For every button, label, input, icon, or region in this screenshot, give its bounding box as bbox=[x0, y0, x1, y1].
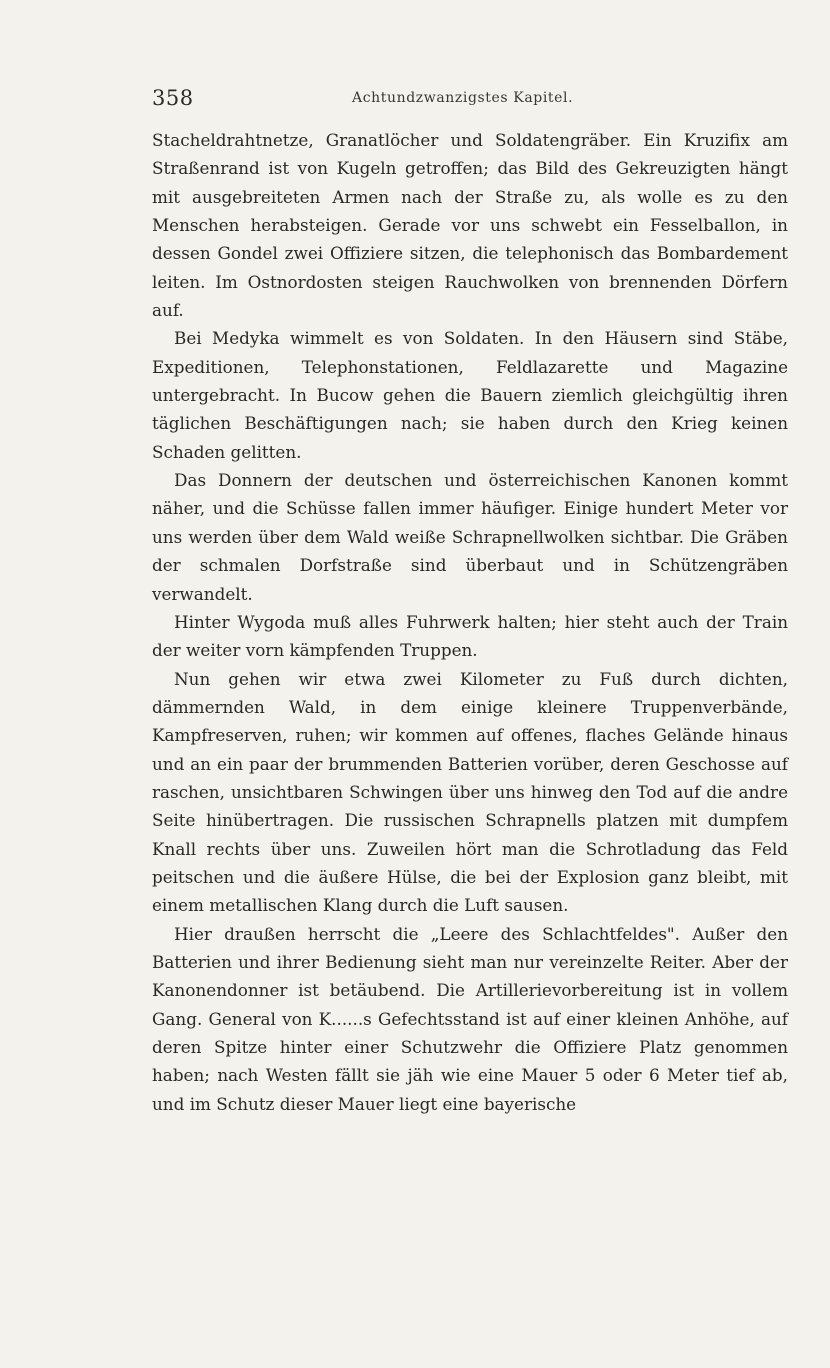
running-head: Achtundzwanzigstes Kapitel. bbox=[352, 90, 574, 106]
paragraph: Nun gehen wir etwa zwei Kilometer zu Fuß durch dichten, dämmernden Wald, in dem einige kleinere Truppenverbände, Kampfreserven, ruhen; wir kommen auf offenes, flaches Gelände hinaus und an ein paar der brummenden Batterien vorüber, deren Geschosse auf raschen, unsichtbaren Schwingen über uns hinweg den Tod auf die andre Seite hinübertragen. Die russischen Schrapnells platzen mit dumpfem Knall rechts über uns. Zuweilen hört man die Schrotladung das Feld peitschen und die äußere Hülse, die bei der Explosion ganz bleibt, mit einem metallischen Klang durch die Luft sausen. bbox=[152, 668, 788, 916]
paragraph: Bei Medyka wimmelt es von Soldaten. In den Häusern sind Stäbe, Expeditionen, Telephonstationen, Feldlazarette und Magazine untergebracht. In Bucow gehen die Bauern ziemlich gleichgültig ihren täglichen Beschäftigungen nach; sie haben durch den Krieg keinen Schaden gelitten. bbox=[152, 328, 788, 462]
page-number: 358 bbox=[152, 86, 194, 110]
body-text bbox=[152, 126, 788, 1118]
paragraph: Hinter Wygoda muß alles Fuhrwerk halten; hier steht auch der Train der weiter vorn kämpfenden Truppen. bbox=[152, 611, 788, 661]
page-header bbox=[152, 86, 788, 114]
paragraph: Hier draußen herrscht die „Leere des Schlachtfeldes". Außer den Batterien und ihrer Bedienung sieht man nur vereinzelte Reiter. Aber der Kanonendonner ist betäubend. Die Artillerievorbereitung ist in vollem Gang. General von K......s Gefechtsstand ist auf einer kleinen Anhöhe, auf deren Spitze hinter einer Schutzwehr die Offiziere Platz genommen haben; nach Westen fällt sie jäh wie eine Mauer 5 oder 6 Meter tief ab, und im Schutz dieser Mauer liegt eine bayerische bbox=[152, 923, 788, 1114]
paragraph: Stacheldrahtnetze, Granatlöcher und Soldatengräber. Ein Kruzifix am Straßenrand ist von Kugeln getroffen; das Bild des Gekreuzigten hängt mit ausgebreiteten Armen nach der Straße zu, als wolle es zu den Menschen herabsteigen. Gerade vor uns schwebt ein Fesselballon, in dessen Gondel zwei Offiziere sitzen, die telephonisch das Bombardement leiten. Im Ostnordosten steigen Rauchwolken von brennenden Dörfern auf. bbox=[152, 130, 788, 321]
paragraph: Das Donnern der deutschen und österreichischen Kanonen kommt näher, und die Schüsse fallen immer häufiger. Einige hundert Meter vor uns werden über dem Wald weiße Schrapnellwolken sichtbar. Die Gräben der schmalen Dorfstraße sind überbaut und in Schützengräben verwandelt. bbox=[152, 470, 788, 604]
